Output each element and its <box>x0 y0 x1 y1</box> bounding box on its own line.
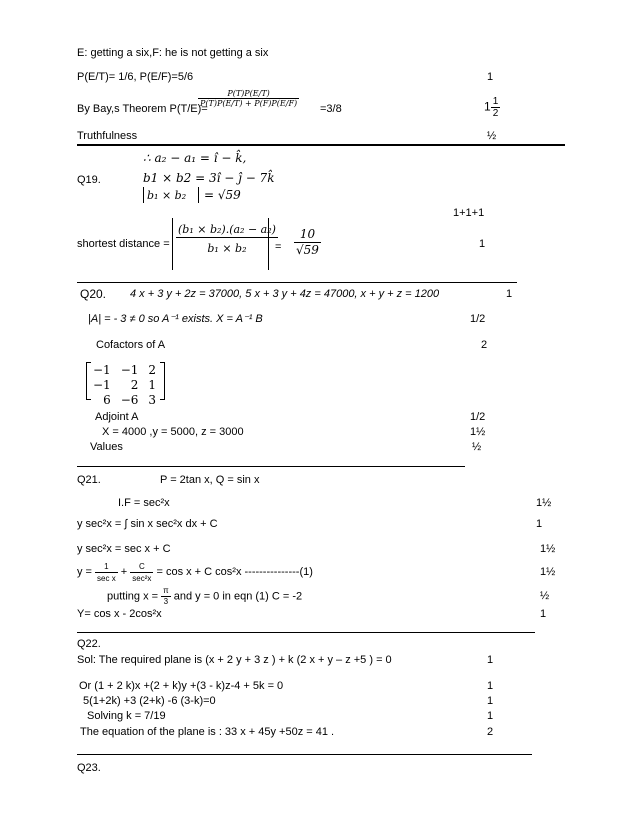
matrix-row: −1 2 1 <box>93 378 157 392</box>
q22-label: Q22. <box>77 638 101 650</box>
bayes-mark-whole: 1 <box>484 99 491 114</box>
events-definition: E: getting a six,F: he is not getting a six <box>77 47 269 59</box>
q19-sd-numerator: (b₁ × b₂).(a₂ − a₂) <box>178 223 276 236</box>
q20-determinant-line: |A| = - 3 ≠ 0 so A⁻¹ exists. X = A⁻¹ B <box>88 313 263 325</box>
q19-sd-fraction <box>176 222 278 256</box>
q20-cofactors: Cofactors of A <box>96 339 166 351</box>
q19-sd-value: $\frac{10}{√59}$ <box>296 227 319 257</box>
q20-label: Q20. <box>80 287 107 301</box>
q21-fraction-1: $\frac{1}{\text{sec x}}$ <box>97 562 116 583</box>
q20-det-mark: 1/2 <box>470 313 486 325</box>
probability-line: P(E/T)= 1/6, P(E/F)=5/6 <box>77 71 194 83</box>
q22-solving-mark: 1 <box>487 710 494 722</box>
q22-line3: 5(1+2k) +3 (2+k) -6 (3-k)=0 <box>83 695 216 707</box>
q20-values: Values <box>90 441 123 453</box>
q21-y-mark: 1½ <box>540 566 556 578</box>
q19-sd-denominator: b₁ × b₂ <box>207 242 247 255</box>
q20-cofactors-mark: 2 <box>481 339 488 351</box>
q19-mark: 1 <box>479 238 486 250</box>
section-divider <box>77 754 532 755</box>
matrix-row: −1 −1 2 <box>93 363 157 377</box>
q21-final: Y= cos x - 2cos²x <box>77 608 162 620</box>
q22-solution-mark: 1 <box>487 654 494 666</box>
matrix-row: 6 −6 3 <box>103 393 157 407</box>
q22-plane-mark: 2 <box>487 726 494 738</box>
q19-mark-top: 1+1+1 <box>453 207 485 219</box>
q21-label: Q21. <box>77 474 101 486</box>
q21-sec-mark: 1½ <box>540 543 556 555</box>
probability-mark: 1 <box>487 71 494 83</box>
bayes-mark-fraction: $\frac{1}{2}$ <box>492 96 499 119</box>
q20-equations: 4 x + 3 y + 2z = 37000, 5 x + 3 y + 4z = 47000, x + y + z = 1200 <box>130 288 440 300</box>
q21-if-mark: 1½ <box>536 497 552 509</box>
q22-solution: Sol: The required plane is (x + 2 y + 3 z ) + k (2 x + y – z +5 ) = 0 <box>77 654 392 666</box>
q22-plane-equation: The equation of the plane is : 33 x + 45y +50z = 41 . <box>80 726 335 738</box>
q20-xyz-mark: 1½ <box>470 426 486 438</box>
q21-solution-line: y sec²x = ∫ sin x sec²x dx + C <box>77 518 218 530</box>
q19-label: Q19. <box>77 174 101 186</box>
q20-adjoint-mark: 1/2 <box>470 411 486 423</box>
q20-values-mark: ½ <box>472 441 482 453</box>
section-divider <box>77 632 535 633</box>
bayes-numerator: P(T)P(E/T) <box>198 89 299 99</box>
q22-line3-mark: 1 <box>487 695 494 707</box>
q22-or-mark: 1 <box>487 680 494 692</box>
q19-sd-equals: = <box>275 241 282 253</box>
q19-line3-rhs: = √59 <box>204 188 241 202</box>
q21-solution-mark: 1 <box>536 518 543 530</box>
q20-xyz: X = 4000 ,y = 5000, z = 3000 <box>102 426 244 438</box>
q23-label: Q23. <box>77 762 101 774</box>
bayes-denominator: P(T)P(E/T) + P(F)P(E/F) <box>200 99 298 108</box>
q19-sd-label: shortest distance = <box>77 238 170 250</box>
q22-or-line: Or (1 + 2 k)x +(2 + k)y +(3 - k)z-4 + 5k = 0 <box>79 680 284 692</box>
truthfulness-mark: ½ <box>487 130 497 142</box>
q21-pq: P = 2tan x, Q = sin x <box>160 474 260 486</box>
q21-if-line: I.F = sec²x <box>118 497 170 509</box>
q21-pi-fraction: $\frac{\pi}{3}$ <box>163 586 169 606</box>
bayes-fraction <box>198 89 299 108</box>
q21-putting-mark: ½ <box>540 590 550 602</box>
q19-line1: ∴ a₂ − a₁ = î − k̂, <box>143 151 247 165</box>
section-divider <box>77 466 465 467</box>
q19-line2: b1 × b2 = 3î − ĵ − 7k̂ <box>143 171 275 185</box>
q21-putting: putting x = $\frac{\pi}{3}$ and y = 0 in eqn (1) C = -2 <box>107 586 303 606</box>
bayes-result: =3/8 <box>320 103 342 115</box>
q21-sec-line: y sec²x = sec x + C <box>77 543 171 555</box>
truthfulness-label: Truthfulness <box>77 130 138 142</box>
section-divider <box>77 144 565 146</box>
q21-fraction-2: $\frac{C}{\text{sec²x}}$ <box>132 562 152 583</box>
q21-final-mark: 1 <box>540 608 547 620</box>
cofactor-matrix <box>88 363 161 408</box>
q21-y-expression: y = $\frac{1}{\text{sec x}}$ + $\frac{C}{\text{sec²x}}$ = cos x + C cos²x ---------------(1) <box>77 562 313 583</box>
q20-mark-eq: 1 <box>506 288 513 300</box>
q22-solving: Solving k = 7/19 <box>87 710 166 722</box>
section-divider <box>77 282 517 283</box>
q19-line3-lhs: b₁ × b₂ <box>147 189 187 202</box>
q20-adjoint: Adjoint A <box>95 411 139 423</box>
bayes-label: By Bay,s Theorem P(T/E)= <box>77 103 208 115</box>
